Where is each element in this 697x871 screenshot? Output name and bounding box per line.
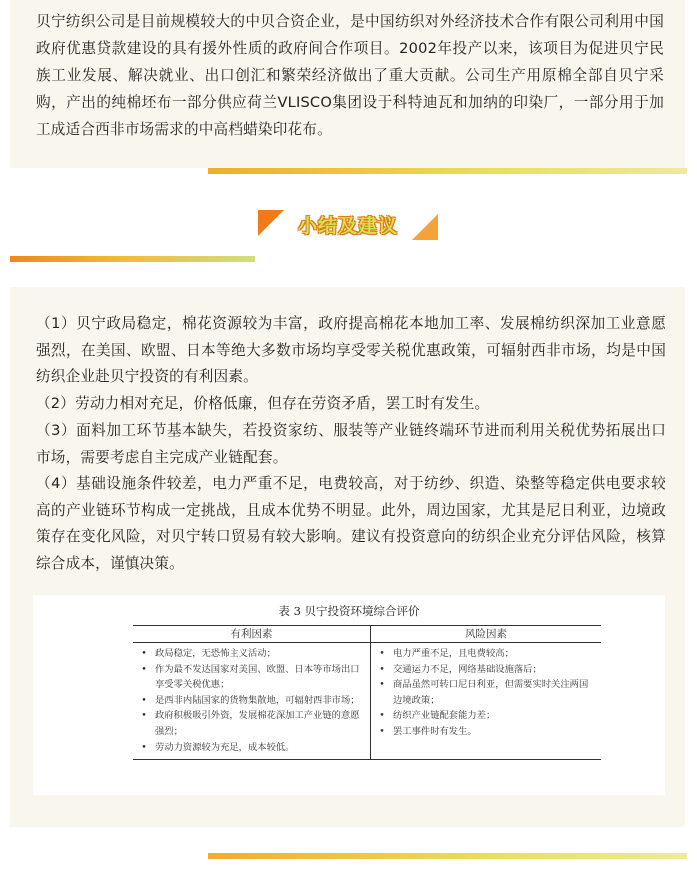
bullet-icon: • (141, 663, 147, 675)
evaluation-table (133, 625, 601, 760)
risk-item: • 电力严重不足，且电费较高； (371, 646, 601, 662)
favorable-item: • 劳动力资源较为充足，成本较低。 (133, 740, 370, 756)
summary-item-4: （4）基础设施条件较差，电力严重不足，电费较高，对于纺纱、织造、染整等稳定供电要求较高的产业链环节构成一定挑战，且成本优势不明显。此外，周边国家，尤其是尼日利亚，边境政策存在变化风险，对贝宁转口贸易有较大影响。建议有投资意向的纺织企业充分评估风险，核算综合成本，谨慎决策。 (36, 475, 666, 572)
table-title: 表 3 贝宁投资环境综合评价 (278, 604, 420, 618)
risk-item: • 交通运力不足，网络基础设施落后； (371, 662, 601, 678)
favorable-item: • 政局稳定，无恐怖主义活动； (133, 646, 370, 662)
bullet-icon: • (379, 663, 385, 675)
triangle-right-icon (412, 214, 438, 240)
bullet-icon: • (379, 679, 385, 691)
table-header-row (133, 626, 601, 643)
bullet-icon: • (141, 710, 147, 722)
bullet-icon: • (379, 648, 385, 659)
bullet-icon: • (141, 741, 147, 753)
summary-item-3: （3）面料加工环节基本缺失，若投资家纺、服装等产业链终端环节进而利用关税优势拓展出口市场，需要考虑自主完成产业链配套。 (36, 422, 666, 466)
section-title: 小结及建议 (297, 215, 398, 237)
divider-line-left (10, 256, 255, 262)
summary-item-2: （2）劳动力相对充足，价格低廉，但存在劳资矛盾，罢工时有发生。 (36, 395, 490, 412)
divider-line-top (208, 168, 687, 174)
intro-paragraph: 贝宁纺织公司是目前规模较大的中贝合资企业，是中国纺织对外经济技术合作有限公司利用中国政府优惠贷款建设的具有援外性质的政府间合作项目。2002年投产以来，该项目为促进贝宁民族工业发展、解决就业、出口创汇和繁荣经济做出了重大贡献。公司生产用原棉全部自贝宁采购，产出的纯棉坯布一部分供应荷兰VLISCO集团设于科特迪瓦和加纳的印染厂，一部分用于加工成适合西非市场需求的中高档蜡染印花布。 (36, 13, 664, 138)
section-heading (258, 208, 438, 244)
intro-panel (10, 0, 685, 168)
risk-item: • 罢工事件时有发生。 (371, 724, 601, 740)
bullet-icon: • (141, 648, 147, 659)
table-body (133, 643, 601, 759)
favorable-item: • 是西非内陆国家的货物集散地，可辐射西非市场； (133, 693, 370, 709)
risk-column (371, 643, 601, 759)
evaluation-table-figure (33, 595, 665, 795)
header-risk: 风险因素 (465, 628, 507, 640)
bullet-icon: • (379, 725, 385, 737)
favorable-column (133, 643, 371, 759)
triangle-left-icon (258, 210, 284, 236)
risk-item: • 商品虽然可转口尼日利亚，但需要实时关注两国边境政策； (371, 677, 601, 708)
bullet-icon: • (379, 710, 385, 722)
favorable-item: • 作为最不发达国家对美国、欧盟、日本等市场出口享受零关税优惠； (133, 662, 370, 693)
bullet-icon: • (141, 694, 147, 706)
risk-item: • 纺织产业链配套能力差； (371, 708, 601, 724)
favorable-item: • 政府积极吸引外资，发展棉花深加工产业链的意愿强烈； (133, 708, 370, 739)
divider-line-bottom (208, 853, 687, 859)
summary-item-1: （1）贝宁政局稳定，棉花资源较为丰富，政府提高棉花本地加工率、发展棉纺织深加工业意愿强烈，在美国、欧盟、日本等绝大多数市场均享受零关税优惠政策，可辐射西非市场，均是中国纺织企业赴贝宁投资的有利因素。 (36, 315, 666, 386)
header-favorable: 有利因素 (133, 626, 371, 642)
